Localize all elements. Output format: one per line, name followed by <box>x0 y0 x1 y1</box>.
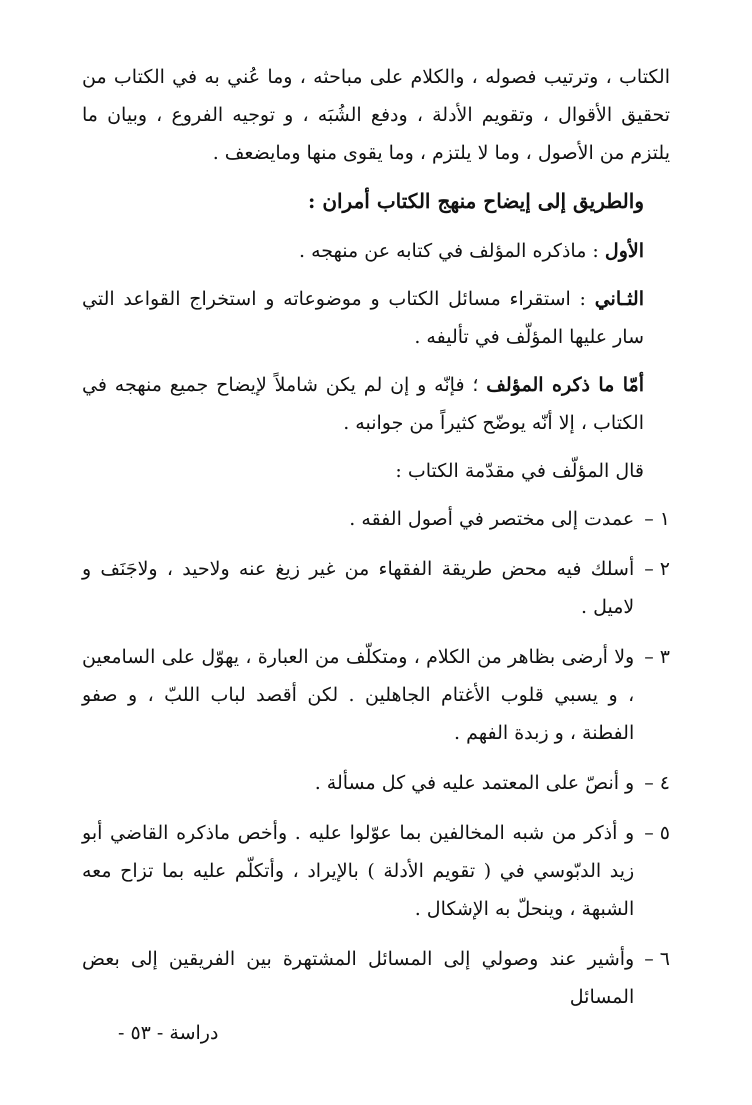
item-text: وأشير عند وصولي إلى المسائل المشتهرة بين الفريقين إلى بعض المسائل <box>82 948 635 1008</box>
author-said-label: أمّا ما ذكره المؤلف <box>486 374 645 396</box>
author-said-text: ؛ فإنّه و إن لم يكن شاملاً لإيضاح جميع منهجه في الكتاب ، إلا أنّه يوضّح كثيراً من جوانبه . <box>82 374 644 434</box>
list-item <box>82 638 670 752</box>
second-label: الثـاني <box>594 288 644 310</box>
item-number: ٤ – <box>644 772 670 794</box>
list-item <box>82 764 670 802</box>
page-footer: دراسة - ٥٣ - <box>118 1022 219 1044</box>
page-body <box>82 58 670 1028</box>
item-number: ١ – <box>644 508 670 530</box>
second-approach-paragraph <box>82 280 670 356</box>
list-item <box>82 500 670 538</box>
quote-intro: قال المؤلّف في مقدّمة الكتاب : <box>395 460 644 482</box>
intro-paragraph: الكتاب ، وترتيب فصوله ، والكلام على مباحثه ، وما عُني به في الكتاب من تحقيق الأقوال ، وتقويم الأدلة ، ودفع الشُبَه ، و توجيه الفروع ، وبيان ما يلتزم من الأصول ، وما لا يلتزم ، وما يقوى منها ومايضعف . <box>82 66 670 164</box>
author-said-paragraph <box>82 366 670 442</box>
first-label: الأول <box>604 240 644 262</box>
item-number: ٥ – <box>644 822 670 844</box>
list-item <box>82 940 670 1016</box>
first-approach-paragraph <box>82 232 670 270</box>
item-text: و أنصّ على المعتمد عليه في كل مسألة . <box>314 772 635 794</box>
item-number: ٣ – <box>644 646 670 668</box>
item-text: أسلك فيه محض طريقة الفقهاء من غير زيغ عنه ولاحيد ، ولاجَنَف و لاميل . <box>82 558 635 618</box>
first-text: : ماذكره المؤلف في كتابه عن منهجه . <box>299 240 599 262</box>
item-text: و أذكر من شبه المخالفين بما عوّلوا عليه . وأخص ماذكره القاضي أبو زيد الدبّوسي في ( تقويم الأدلة ) بالإيراد ، وأتكلّم عليه بما تزاح معه الشبهة ، وينحلّ به الإشكال . <box>82 822 635 920</box>
list-item <box>82 550 670 626</box>
item-text: عمدت إلى مختصر في أصول الفقه . <box>349 508 635 530</box>
second-text: : استقراء مسائل الكتاب و موضوعاته و استخراج القواعد التي سار عليها المؤلّف في تأليفه . <box>82 288 644 348</box>
item-text: ولا أرضى بظاهر من الكلام ، ومتكلّف من العبارة ، يهوّل على السامعين ، و يسبي قلوب الأغتام الجاهلين . لكن أقصد لباب اللبّ ، و صفو الفطنة ، و زبدة الفهم . <box>82 646 635 744</box>
section-heading: والطريق إلى إيضاح منهج الكتاب أمران : <box>307 189 644 213</box>
list-item <box>82 814 670 928</box>
item-number: ٦ – <box>644 948 670 970</box>
item-number: ٢ – <box>644 558 670 580</box>
